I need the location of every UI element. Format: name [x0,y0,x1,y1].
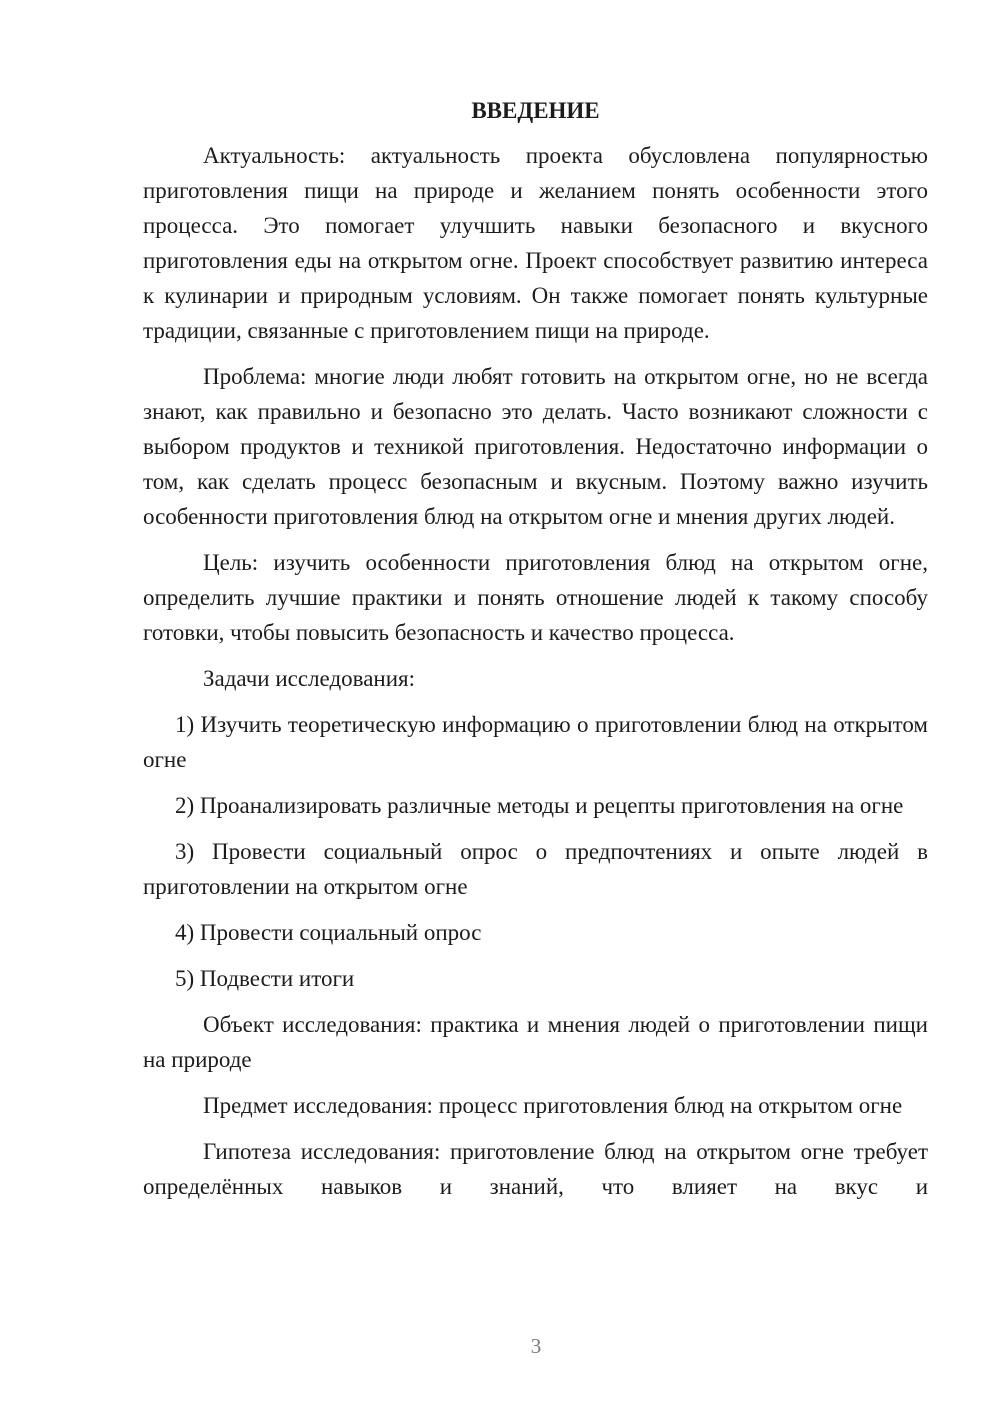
hypothesis-paragraph: Гипотеза исследования: приготовление блюд на открытом огне требует определённых навыков и знаний, что влияет на вкус и [143,1139,928,1199]
subject-paragraph: Предмет исследования: процесс приготовления блюд на открытом огне [203,1093,903,1118]
relevance-paragraph: Актуальность: актуальность проекта обусловлена популярностью приготовления пищи на природе и желанием понять особенности этого процесса. Это помогает улучшить навыки безопасного и вкусного приготовления еды на открытом огне. Проект способствует развитию интереса к кулинарии и природным условиям. Он также помогает понять культурные традиции, связанные с приготовлением пищи на природе. [143,143,928,343]
tasks-heading: Задачи исследования: [203,666,416,691]
task-item-1: 1) Изучить теоретическую информацию о приготовлении блюд на открытом огне [143,712,928,772]
problem-paragraph: Проблема: многие люди любят готовить на открытом огне, но не всегда знают, как правильно и безопасно это делать. Часто возникают сложности с выбором продуктов и техникой приготовления. Недостаточно информации о том, как сделать процесс безопасным и вкусным. Поэтому важно изучить особенности приготовления блюд на открытом огне и мнения других людей. [143,364,928,529]
object-paragraph: Объект исследования: практика и мнения людей о приготовлении пищи на природе [143,1012,928,1072]
task-item-5: 5) Подвести итоги [175,966,355,991]
task-item-4: 4) Провести социальный опрос [175,920,482,945]
page-content [143,96,928,1215]
section-title: ВВЕДЕНИЕ [471,98,600,123]
page-number: 3 [530,1334,542,1358]
task-item-3: 3) Провести социальный опрос о предпочтениях и опыте людей в приготовлении на открытом огне [143,839,928,899]
task-item-2: 2) Проанализировать различные методы и рецепты приготовления на огне [175,793,904,818]
goal-paragraph: Цель: изучить особенности приготовления блюд на открытом огне, определить лучшие практики и понять отношение людей к такому способу готовки, чтобы повысить безопасность и качество процесса. [143,550,928,645]
